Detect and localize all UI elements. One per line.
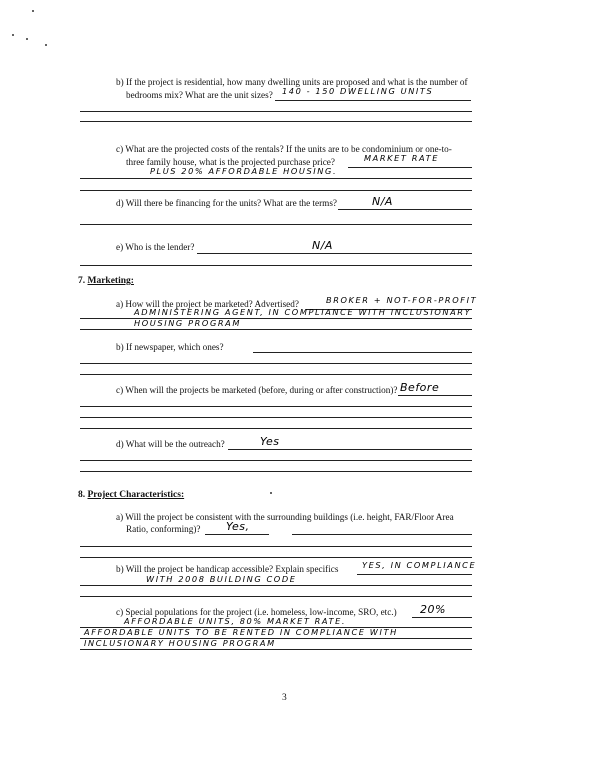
answer-c-costs-2: PLUS 20% AFFORDABLE HOUSING. xyxy=(150,166,338,176)
section-7-title: Marketing: xyxy=(87,276,134,286)
answer-e-lender: N/A xyxy=(312,239,333,252)
answer-7a-3: HOUSING PROGRAM xyxy=(134,318,242,328)
section-8-heading xyxy=(78,490,184,500)
scan-speck xyxy=(12,34,14,36)
question-c-costs-line2: three family house, what is the projected purchase price? xyxy=(126,157,335,167)
section-7-number: 7. xyxy=(78,276,86,286)
answer-8c-2: AFFORDABLE UNITS TO BE RENTED IN COMPLIANCE WITH xyxy=(84,627,398,637)
question-7c-when: c) When will the projects be marketed (before, during or after construction)? xyxy=(116,385,398,395)
scan-speck xyxy=(32,10,34,12)
question-7b-newspaper: b) If newspaper, which ones? xyxy=(116,342,224,352)
question-7d-outreach: d) What will be the outreach? xyxy=(116,439,225,449)
answer-b-residential: 140 - 150 DWELLING UNITS xyxy=(282,86,434,96)
section-7-heading xyxy=(78,276,134,286)
question-c-costs-line1: c) What are the projected costs of the rentals? If the units are to be condominium or one-to- xyxy=(116,144,452,154)
question-8a-line2: Ratio, conforming)? xyxy=(126,524,201,534)
answer-7a-2: ADMINISTERING AGENT, IN COMPLIANCE WITH INCLUSIONARY xyxy=(134,307,472,317)
page-number: 3 xyxy=(282,693,287,703)
answer-7a-1: BROKER + NOT-FOR-PROFIT xyxy=(326,295,478,305)
answer-8c-0: 20% xyxy=(420,603,446,616)
question-7a-marketed: a) How will the project be marketed? Advertised? xyxy=(116,299,299,309)
answer-d-financing: N/A xyxy=(372,195,393,208)
question-8c-populations: c) Special populations for the project (i.e. homeless, low-income, SRO, etc.) xyxy=(116,607,397,617)
answer-8b-2: WITH 2008 BUILDING CODE xyxy=(146,574,297,584)
answer-7d: Yes xyxy=(260,435,280,448)
answer-8c-3: INCLUSIONARY HOUSING PROGRAM xyxy=(84,638,276,648)
answer-8b-1: YES, IN COMPLIANCE xyxy=(362,560,477,570)
question-d-financing: d) Will there be financing for the units? What are the terms? xyxy=(116,198,337,208)
section-8-number: 8. xyxy=(78,490,86,500)
question-e-lender: e) Who is the lender? xyxy=(116,242,195,252)
answer-c-costs-1: MARKET RATE xyxy=(364,153,439,163)
question-8b-handicap: b) Will the project be handicap accessible? Explain specifics xyxy=(116,564,339,574)
answer-8a: Yes, xyxy=(226,520,250,533)
scan-speck xyxy=(45,44,47,46)
question-8a-line1: a) Will the project be consistent with the surrounding buildings (i.e. height, FAR/Floor Area xyxy=(116,512,454,522)
answer-7c: Before xyxy=(400,381,440,394)
answer-8c-1: AFFORDABLE UNITS, 80% MARKET RATE. xyxy=(124,616,347,626)
question-b-residential-line2: bedrooms mix? What are the unit sizes? xyxy=(126,90,273,100)
question-b-residential-line1: b) If the project is residential, how many dwelling units are proposed and what is the number of xyxy=(116,77,468,87)
scan-speck xyxy=(270,492,272,494)
section-8-title: Project Characteristics: xyxy=(87,490,185,500)
scan-speck xyxy=(26,38,28,40)
